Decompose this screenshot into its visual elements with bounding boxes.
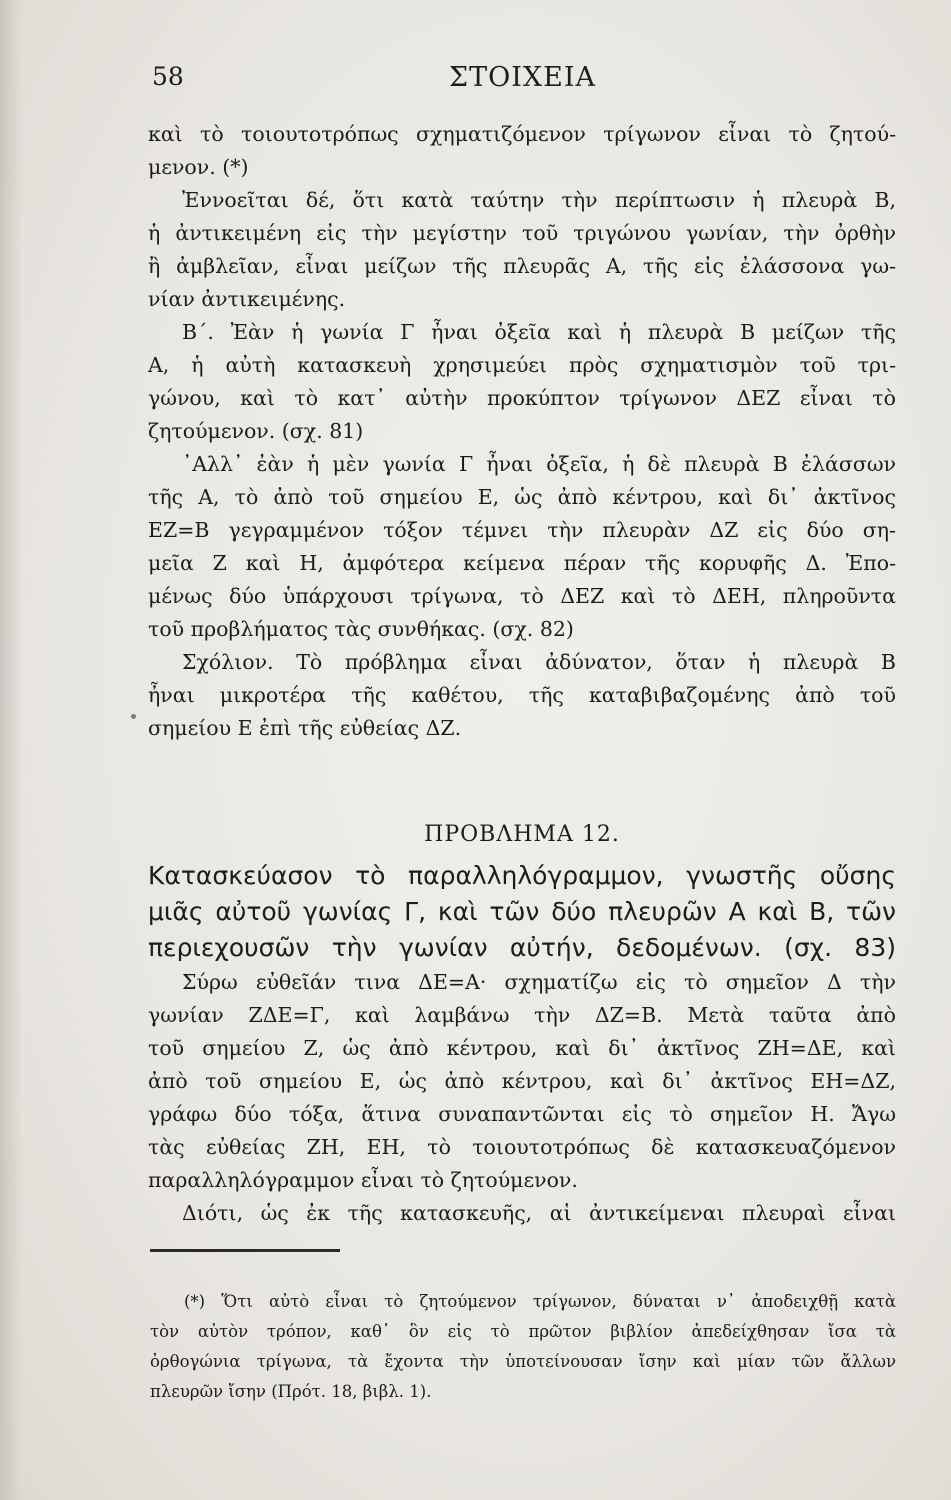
text-line: τοῦ προβλήματος τὰς συνθήκας. (σχ. 82)	[148, 617, 574, 641]
footnote-line: τὸν αὐτὸν τρόπον, καθ᾽ ὃν εἰς τὸ πρῶτον βιβλίον ἀπεδείχθησαν ἴσα τὰ	[150, 1322, 896, 1341]
text-line: σημείου Ε ἐπὶ τῆς εὐθείας ΔΖ.	[148, 716, 462, 740]
text-line: τοῦ σημείου Ζ, ὡς ἀπὸ κέντρου, καὶ δι᾽ ἀκτῖνος ΖΗ=ΔΕ, καὶ	[148, 1036, 896, 1060]
footnote-line: ὀρθογώνια τρίγωνα, τὰ ἔχοντα τὴν ὑποτείνουσαν ἴσην καὶ μίαν τῶν ἄλλων	[150, 1352, 896, 1371]
text-line: ἡ ἀντικειμένη εἰς τὴν μεγίστην τοῦ τριγώνου γωνίαν, τὴν ὀρθὴν	[148, 221, 896, 245]
text-line: καὶ τὸ τοιουτοτρόπως σχηματιζόμενον τρίγωνον εἶναι τὸ ζητού-	[148, 122, 896, 146]
text-line: Ἐννοεῖται δέ, ὅτι κατὰ ταύτην τὴν περίπτωσιν ἡ πλευρὰ Β,	[182, 188, 896, 212]
problem-heading: ΠΡΟΒΛΗΜΑ 12.	[424, 822, 620, 847]
text-line: μένως δύο ὑπάρχουσι τρίγωνα, τὸ ΔΕΖ καὶ τὸ ΔΕΗ, πληροῦντα	[148, 584, 896, 608]
text-block-construction	[148, 118, 896, 745]
text-line: Διότι, ὡς ἐκ τῆς κατασκευῆς, αἱ ἀντικείμεναι πλευραὶ εἶναι	[182, 1201, 896, 1225]
text-line: ζητούμενον. (σχ. 81)	[148, 419, 364, 443]
text-line: γώνου, καὶ τὸ κατ᾽ αὐτὴν προκύπτον τρίγωνον ΔΕΖ εἶναι τὸ	[148, 386, 896, 410]
text-line: Α, ἡ αὐτὴ κατασκευὴ χρησιμεύει πρὸς σχηματισμὸν τοῦ τρι-	[148, 353, 896, 377]
text-line: τὰς εὐθείας ΖΗ, ΕΗ, τὸ τοιουτοτρόπως δὲ κατασκευαζόμενον	[148, 1135, 896, 1159]
text-line: ἀπὸ τοῦ σημείου Ε, ὡς ἀπὸ κέντρου, καὶ δι᾽ ἀκτῖνος ΕΗ=ΔΖ,	[148, 1069, 896, 1093]
problem-line: περιεχουσῶν τὴν γωνίαν αὐτήν, δεδομένων. (σχ. 83)	[148, 933, 896, 962]
footnote-rule	[150, 1249, 340, 1252]
problem-statement	[148, 858, 896, 966]
page-header	[150, 62, 895, 102]
text-line: ᾽Αλλ᾽ ἐὰν ἡ μὲν γωνία Γ ἦναι ὀξεῖα, ἡ δὲ πλευρὰ Β ἐλάσσων	[182, 452, 896, 476]
text-block-solution	[148, 966, 896, 1230]
footnote	[150, 1287, 896, 1407]
footnote-line: πλευρῶν ἴσην (Πρότ. 18, βιβλ. 1).	[150, 1382, 432, 1401]
text-line: Β΄. Ἐὰν ἡ γωνία Γ ἦναι ὀξεῖα καὶ ἡ πλευρὰ Β μείζων τῆς	[182, 320, 896, 344]
page-number: 58	[152, 62, 184, 91]
text-line: γράφω δύο τόξα, ἅτινα συναπαντῶνται εἰς τὸ σημεῖον Η. Ἄγω	[148, 1102, 896, 1126]
text-line: μεῖα Ζ καὶ Η, ἀμφότερα κείμενα πέραν τῆς κορυφῆς Δ. Ἐπο-	[148, 551, 896, 575]
text-line: Σύρω εὐθεῖάν τινα ΔΕ=Α· σχηματίζω εἰς τὸ σημεῖον Δ τὴν	[182, 970, 896, 994]
text-line: ἢ ἀμβλεῖαν, εἶναι μείζων τῆς πλευρᾶς Α, τῆς εἰς ἐλάσσονα γω-	[148, 254, 896, 278]
text-line: παραλληλόγραμμον εἶναι τὸ ζητούμενον.	[148, 1168, 578, 1192]
text-line: ΕΖ=Β γεγραμμένον τόξον τέμνει τὴν πλευρὰν ΔΖ εἰς δύο ση-	[148, 518, 896, 542]
problem-line: Κατασκεύασον τὸ παραλληλόγραμμον, γνωστῆς οὔσης	[148, 861, 896, 890]
footnote-line: (*) Ὅτι αὐτὸ εἶναι τὸ ζητούμενον τρίγωνον, δύναται ν᾽ ἀποδειχθῇ κατὰ	[184, 1292, 896, 1311]
text-line: Σχόλιον. Τὸ πρόβλημα εἶναι ἀδύνατον, ὅταν ἡ πλευρὰ Β	[182, 650, 896, 674]
text-line: γωνίαν ΖΔΕ=Γ, καὶ λαμβάνω τὴν ΔΖ=Β. Μετὰ ταῦτα ἀπὸ	[148, 1003, 896, 1027]
text-line: νίαν ἀντικειμένης.	[148, 287, 346, 311]
text-line: ἦναι μικροτέρα τῆς καθέτου, τῆς καταβιβαζομένης ἀπὸ τοῦ	[148, 683, 896, 707]
ink-spot	[131, 714, 136, 719]
running-title: ΣΤΟΙΧΕΙΑ	[449, 62, 596, 93]
text-line: τῆς Α, τὸ ἀπὸ τοῦ σημείου Ε, ὡς ἀπὸ κέντρου, καὶ δι᾽ ἀκτῖνος	[148, 485, 896, 509]
problem-line: μιᾶς αὐτοῦ γωνίας Γ, καὶ τῶν δύο πλευρῶν Α καὶ Β, τῶν	[148, 897, 896, 926]
text-line: μενον. (*)	[148, 155, 249, 179]
